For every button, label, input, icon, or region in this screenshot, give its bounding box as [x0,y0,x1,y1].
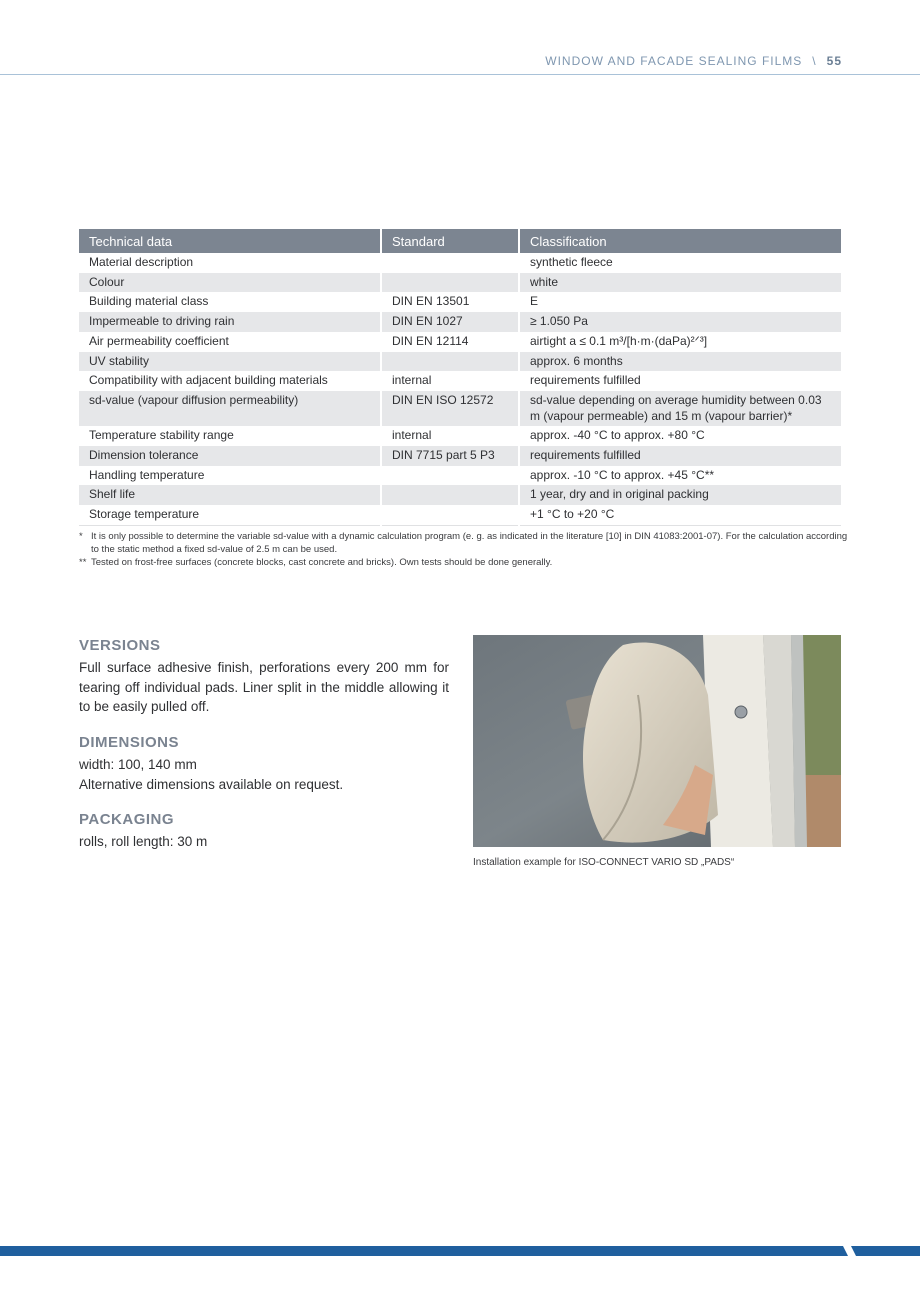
cell-standard [381,505,519,525]
cell-classification: requirements fulfilled [519,446,841,466]
packaging-title: PACKAGING [79,811,175,828]
cell-classification: approx. -40 °C to approx. +80 °C [530,428,705,443]
cell-standard: DIN 7715 part 5 P3 [381,446,519,466]
cell-property: Compatibility with adjacent building materials [79,371,381,391]
cell-standard: internal [381,371,519,391]
cell-property: Dimension tolerance [79,446,381,466]
cell-classification: ≥ 1.050 Pa [519,312,841,332]
cell-property: Storage temperature [79,505,381,525]
header-classification: Classification [519,229,841,253]
cell-classification: 1 year, dry and in original packing [519,485,841,505]
table-row [79,466,841,486]
technical-data-table [79,229,841,526]
cell-property: Shelf life [79,485,381,505]
footnote-mark: * [79,531,83,542]
cell-standard: DIN EN 13501 [381,292,519,312]
cell-property: Handling temperature [79,466,381,486]
table-row [79,292,841,312]
dimensions-section [79,734,449,794]
cell-property: Impermeable to driving rain [79,312,381,332]
dimensions-width: width: 100, 140 mm [79,757,197,772]
cell-standard [381,485,519,505]
cell-property: Material description [79,253,381,273]
dimensions-title: DIMENSIONS [79,734,180,751]
table-row [79,505,841,525]
cell-property: Building material class [79,292,381,312]
cell-classification: requirements fulfilled [530,373,641,388]
cell-property: Colour [79,273,381,293]
header-title: WINDOW AND FACADE SEALING FILMS [545,54,803,68]
table-row [79,371,841,391]
table-row [79,426,841,446]
cell-classification: sd-value depending on average humidity between 0.03 m (vapour permeable) and 15 m (vapour barrier)* [519,391,841,426]
table-footnotes [79,530,849,569]
cell-property: Air permeability coefficient [79,332,381,352]
footer-bar [0,1246,920,1256]
footnote-text: It is only possible to determine the variable sd-value with a dynamic calculation program (e. g. as indicated in the literature [10] in DIN 41083:2001-07). For the calculation according to the static method a fixed sd-value of 2.5 m can be used. [91,531,848,555]
installation-photo-illustration [473,635,841,847]
cell-classification: approx. 6 months [519,352,841,372]
table-row [79,391,841,426]
cell-classification: white [519,273,841,293]
page-number: 55 [826,54,842,68]
versions-section [79,637,449,717]
cell-standard: internal [381,426,519,446]
table-row [79,352,841,372]
cell-standard: DIN EN 1027 [381,312,519,332]
cell-classification: E [530,294,539,309]
cell-standard [381,273,519,293]
dimensions-note: Alternative dimensions available on request. [79,776,344,792]
footnote [79,530,849,556]
cell-classification: synthetic fleece [530,255,613,269]
table-row [79,485,841,505]
cell-classification: +1 °C to +20 °C [519,505,841,525]
cell-standard [381,253,519,273]
versions-title: VERSIONS [79,637,161,654]
packaging-body: rolls, roll length: 30 m [79,834,208,849]
header-divider [0,74,920,75]
cell-classification: approx. -10 °C to approx. +45 °C** [530,467,715,482]
page-header [545,54,842,68]
cell-standard [381,466,519,486]
header-technical-data: Technical data [79,229,381,253]
table-row [79,273,841,293]
packaging-section [79,811,449,852]
table-row [79,446,841,466]
photo-caption: Installation example for ISO-CONNECT VARIO SD „PADS“ [473,857,735,868]
footnote-mark: ** [79,557,87,568]
footnote [79,556,849,569]
versions-body: Full surface adhesive finish, perforations every 200 mm for tearing off individual pads. Liner split in the middle allowing it to be easily pulled off. [79,660,449,714]
cell-property: Temperature stability range [79,426,381,446]
cell-standard [381,352,519,372]
table-row [79,332,841,352]
header-standard: Standard [381,229,519,253]
installation-photo [473,635,841,847]
cell-standard: DIN EN ISO 12572 [381,391,519,426]
cell-classification: airtight a ≤ 0.1 m³/[h·m·(daPa)²ᐟ³] [530,333,708,348]
cell-standard: DIN EN 12114 [381,332,519,352]
table-row [79,312,841,332]
table-row [79,253,841,273]
table-header-row [79,229,841,253]
cell-property: UV stability [79,352,381,372]
header-separator: \ [812,54,817,68]
cell-property: sd-value (vapour diffusion permeability) [79,391,381,426]
footnote-text: Tested on frost-free surfaces (concrete blocks, cast concrete and bricks). Own tests should be done generally. [91,557,553,568]
